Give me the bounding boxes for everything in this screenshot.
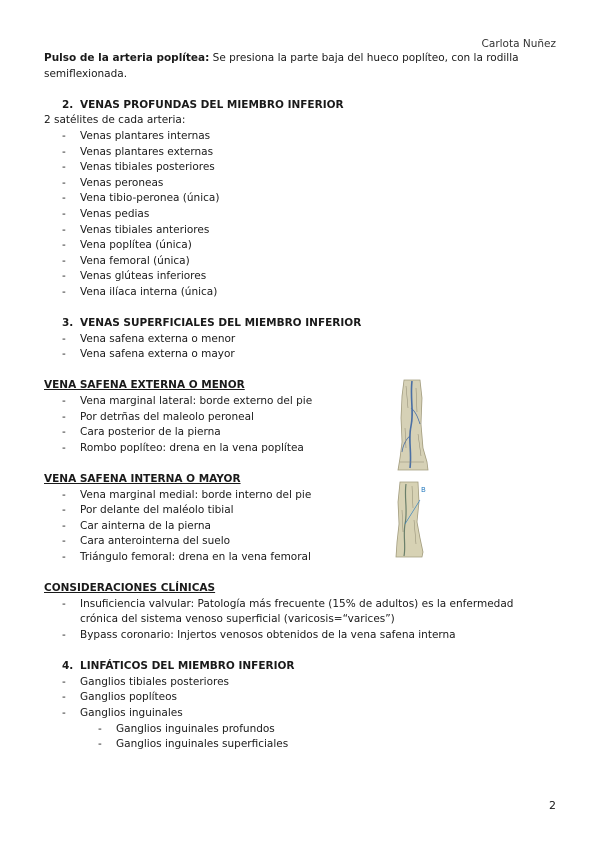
list-item: - Venas peroneas xyxy=(44,176,544,192)
figure-label-b: B xyxy=(421,486,426,494)
list-item: - Vena marginal medial: borde interno del pie xyxy=(44,488,544,504)
list-item: - Vena marginal lateral: borde externo del pie xyxy=(44,394,544,410)
consideraciones-heading: CONSIDERACIONES CLÍNICAS xyxy=(44,582,216,595)
list-item: - Triángulo femoral: drena en la vena femoral xyxy=(44,550,544,566)
small-saphenous-vein-figure xyxy=(394,378,430,472)
safena-externa-list xyxy=(44,394,544,456)
safena-interna-heading: VENA SAFENA INTERNA O MAYOR xyxy=(44,473,241,486)
intro-bold: Pulso de la arteria poplítea: xyxy=(44,52,210,64)
document-body xyxy=(44,51,544,753)
list-item: - Rombo poplíteo: drena en la vena poplítea xyxy=(44,441,544,457)
list-item: - Venas plantares internas xyxy=(44,129,544,145)
safena-externa-heading: VENA SAFENA EXTERNA O MENOR xyxy=(44,379,245,392)
intro-text: Se presiona la parte baja del hueco poplíteo, con la rodilla semiflexionada. xyxy=(44,52,519,80)
list-item: - Vena ilíaca interna (única) xyxy=(44,285,544,301)
section-2-intro: 2 satélites de cada arteria: xyxy=(44,114,186,127)
list-item: - Vena safena externa o mayor xyxy=(44,347,544,363)
section-3-title: VENAS SUPERFICIALES DEL MIEMBRO INFERIOR xyxy=(80,317,362,330)
list-item: - Venas tibiales anteriores xyxy=(44,223,544,239)
section-2-number: 2. xyxy=(62,98,74,111)
consideraciones-list xyxy=(44,597,544,644)
list-item: - Venas glúteas inferiores xyxy=(44,269,544,285)
section-4-sublist xyxy=(44,722,544,753)
list-item: - Car ainterna de la pierna xyxy=(44,519,544,535)
list-item: - Venas pedias xyxy=(44,207,544,223)
page-number: 2 xyxy=(549,799,556,812)
section-4-number: 4. xyxy=(62,660,74,673)
list-item: - Vena tibio-peronea (única) xyxy=(44,191,544,207)
list-item: - Venas tibiales posteriores xyxy=(44,160,544,176)
list-item: - Por detrñas del maleolo peroneal xyxy=(44,410,544,426)
list-item: - Ganglios inguinales xyxy=(44,706,544,722)
list-item: - Cara anterointerna del suelo xyxy=(44,534,544,550)
section-2-title: VENAS PROFUNDAS DEL MIEMBRO INFERIOR xyxy=(80,98,344,111)
safena-interna-list xyxy=(44,488,544,566)
section-2-heading xyxy=(62,98,544,114)
section-4-heading xyxy=(62,659,544,675)
list-item: - Ganglios poplíteos xyxy=(44,690,544,706)
list-item: - Vena femoral (única) xyxy=(44,254,544,270)
list-item: - Por delante del maléolo tibial xyxy=(44,503,544,519)
intro-paragraph xyxy=(44,51,544,82)
list-item: - Cara posterior de la pierna xyxy=(44,425,544,441)
section-4-list xyxy=(44,675,544,722)
section-4-title: LINFÁTICOS DEL MIEMBRO INFERIOR xyxy=(80,660,295,673)
list-item: - Ganglios inguinales profundos xyxy=(44,722,544,738)
list-item: - Bypass coronario: Injertos venosos obtenidos de la vena safena interna xyxy=(44,628,544,644)
section-3-heading xyxy=(62,316,544,332)
section-3-number: 3. xyxy=(62,317,74,330)
list-item: - Vena safena externa o menor xyxy=(44,332,544,348)
list-item: - Vena poplítea (única) xyxy=(44,238,544,254)
great-saphenous-vein-figure xyxy=(392,480,430,558)
list-item: - Insuficiencia valvular: Patología más frecuente (15% de adultos) es la enfermedad crónica del sistema venoso superficial (varicosis=“varices”) xyxy=(44,597,544,628)
list-item: - Ganglios inguinales superficiales xyxy=(44,737,544,753)
list-item: - Venas plantares externas xyxy=(44,145,544,161)
list-item: - Ganglios tibiales posteriores xyxy=(44,675,544,691)
section-3-list xyxy=(44,332,544,363)
author-name: Carlota Nuñez xyxy=(481,38,556,50)
section-2-list xyxy=(44,129,544,301)
